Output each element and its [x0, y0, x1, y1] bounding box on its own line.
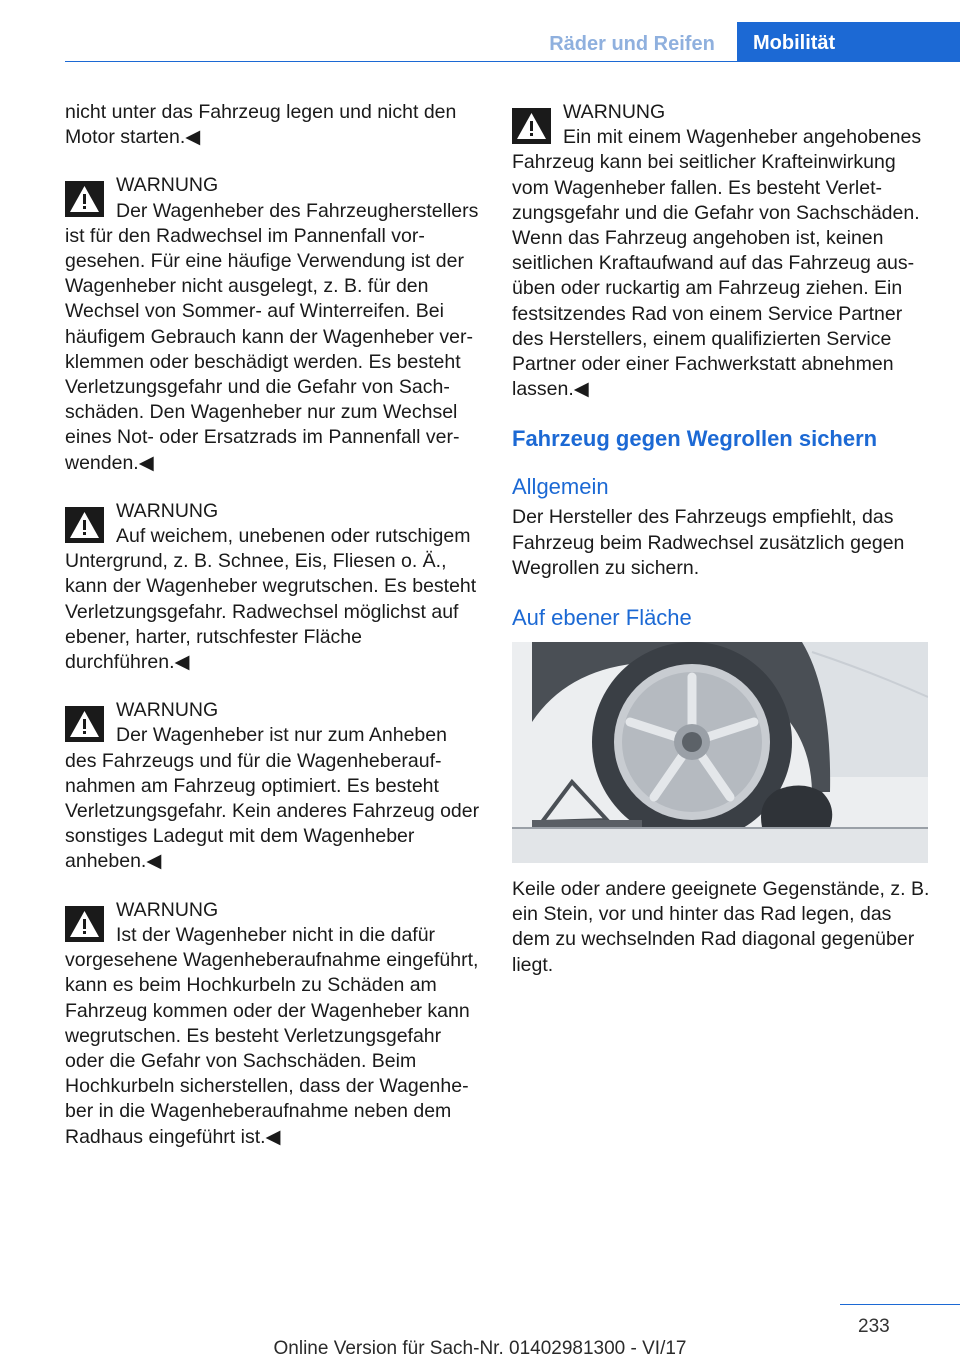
warning-text: Ein mit einem Wagenheber angehobenes Fahrzeug kann bei seitlicher Krafteinwirkung vom Wagenheber fallen. Es besteht Verletzungsgefahr und die Gefahr von Sachschäden. Wenn das Fahrzeug angehoben ist, keinen seitlichen Kraftaufwand auf das Fahrzeug ausüben oder ruckartig am Fahrzeug ziehen. Ein festsitzendes Rad von einem Service Partner des Herstellers, einem qualifizierten Service Partner oder einer Fachwerkstatt abnehmen lassen.◀: [512, 126, 922, 401]
figure-caption: Keile oder andere geeignete Gegenstände, z. B. ein Stein, vor und hinter das Rad legen, das dem zu wechselnden Rad diagonal gegenüber liegt.: [512, 878, 930, 976]
intro-text: nicht unter das Fahrzeug legen und nicht den Motor starten.◀: [65, 101, 457, 149]
general-text: Der Hersteller des Fahrzeugs empfiehlt, das Fahrzeug beim Radwechsel zusätzlich gegen Wegrollen zu sichern.: [512, 506, 905, 579]
warning-block: [65, 499, 480, 675]
warning-icon: [512, 108, 551, 144]
page-header: [0, 0, 960, 62]
subheading-flat-surface: Auf ebener Fläche: [512, 605, 692, 631]
chapter-tab[interactable]: Mobilität: [737, 22, 960, 62]
online-version-note: Online Version für Sach-Nr. 01402981300 - VI/17: [273, 1338, 687, 1359]
section-heading: Fahrzeug gegen Wegrollen sichern: [512, 426, 878, 452]
warning-icon: [65, 706, 104, 742]
warning-title: WARNUNG: [116, 699, 219, 722]
warning-block: [65, 698, 480, 874]
warning-title: WARNUNG: [563, 101, 666, 123]
page-number: 233: [858, 1316, 890, 1337]
warning-icon: [65, 507, 104, 543]
warning-title: WARNUNG: [116, 898, 219, 921]
section-tab[interactable]: Räder und Reifen: [549, 33, 715, 55]
warning-title: WARNUNG: [116, 499, 219, 522]
warning-text: Der Wagenheber des Fahrzeugherstellers ist für den Radwechsel im Pannenfall vorgesehen. Für eine häufige Verwendung ist der Wagenheber nicht ausgelegt, z. B. für den Wechsel von Sommer- auf Winterreifen. Bei häufigem Gebrauch kann der Wagenheber verklemmen oder beschädigt werden. Es besteht Verletzungsgefahr und die Gefahr von Sachschäden. Den Wagenheber nur zum Wechsel eines Not- oder Ersatzrads im Pannenfall verwenden.◀: [65, 199, 479, 474]
warning-title: WARNUNG: [116, 174, 219, 197]
wheel-chock-illustration: [512, 642, 928, 863]
right-column: [512, 100, 932, 1001]
warning-text: Ist der Wagenheber nicht in die dafür vorgesehene Wagenheberaufnahme eingeführt, kann es beim Hochkurbeln zu Schäden am Fahrzeug kommen oder der Wagenheber kann wegrutschen. Es besteht Verletzungsgefahr oder die Gefahr von Sachschäden. Beim Hochkurbeln sicherstellen, dass der Wagenheber in die Wagenheberaufnahme neben dem Radhaus eingeführt ist.◀: [65, 923, 479, 1148]
subheading-general: Allgemein: [512, 474, 609, 500]
header-rule: [65, 61, 960, 62]
warning-text: Der Wagenheber ist nur zum Anheben des Fahrzeugs und für die Wagenheberaufnahmen am Fahrzeug optimiert. Es besteht Verletzungsgefahr. Kein anderes Fahrzeug oder sonstiges Ladegut mit dem Wagenheber anheben.◀: [65, 724, 480, 873]
warning-icon: [65, 181, 104, 217]
warning-text: Auf weichem, unebenen oder rutschigem Untergrund, z. B. Schnee, Eis, Fliesen o. Ä., kann der Wagenheber wegrutschen. Es besteht Verletzungsgefahr. Radwechsel möglichst auf ebener, harter, rutschfester Fläche durchführen.◀: [65, 525, 477, 674]
warning-block: [512, 100, 932, 402]
warning-block: [65, 898, 480, 1150]
warning-block: [65, 173, 480, 475]
warning-icon: [65, 906, 104, 942]
left-column: [65, 100, 480, 1173]
footer-rule: [840, 1304, 960, 1305]
